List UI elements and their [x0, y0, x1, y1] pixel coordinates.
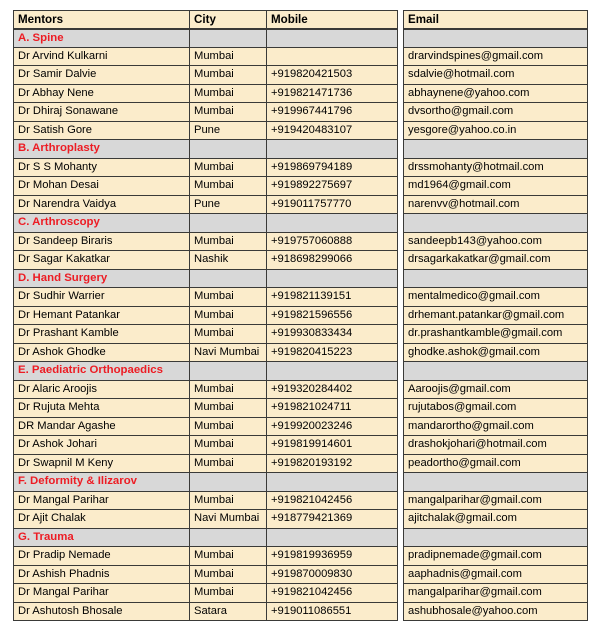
- section-cell-city: [190, 529, 267, 548]
- cell-email: pradipnemade@gmail.com: [403, 547, 588, 566]
- cell-mentor-name: Dr Sudhir Warrier: [13, 288, 190, 307]
- cell-city: Mumbai: [190, 177, 267, 196]
- column-header-email: Email: [403, 10, 588, 29]
- cell-city: Navi Mumbai: [190, 510, 267, 529]
- cell-email: drashokjohari@hotmail.com: [403, 436, 588, 455]
- cell-city: Satara: [190, 603, 267, 621]
- cell-email: ghodke.ashok@gmail.com: [403, 344, 588, 363]
- section-label: A. Spine: [13, 29, 190, 48]
- cell-email: mangalparihar@gmail.com: [403, 584, 588, 603]
- cell-mobile: +919420483107: [267, 122, 398, 141]
- cell-mentor-name: Dr Mangal Parihar: [13, 492, 190, 511]
- cell-email: drarvindspines@gmail.com: [403, 48, 588, 67]
- cell-mobile: [267, 48, 398, 67]
- cell-email: dr.prashantkamble@gmail.com: [403, 325, 588, 344]
- section-cell-mobile: [267, 529, 398, 548]
- section-header-row: [13, 270, 588, 289]
- cell-city: Mumbai: [190, 436, 267, 455]
- cell-email: sdalvie@hotmail.com: [403, 66, 588, 85]
- table-row: [13, 122, 588, 141]
- cell-city: Mumbai: [190, 233, 267, 252]
- table-row: [13, 381, 588, 400]
- table-header-row: [13, 10, 588, 29]
- cell-mentor-name: Dr Abhay Nene: [13, 85, 190, 104]
- table-row: [13, 566, 588, 585]
- column-header-city: City: [190, 10, 267, 29]
- cell-mentor-name: Dr Ashok Johari: [13, 436, 190, 455]
- section-label: D. Hand Surgery: [13, 270, 190, 289]
- cell-city: Mumbai: [190, 85, 267, 104]
- cell-city: Mumbai: [190, 455, 267, 474]
- section-cell-city: [190, 473, 267, 492]
- cell-mentor-name: Dr Ashok Ghodke: [13, 344, 190, 363]
- cell-mobile: +919821042456: [267, 584, 398, 603]
- cell-city: Mumbai: [190, 381, 267, 400]
- section-cell-mobile: [267, 140, 398, 159]
- cell-mobile: +918779421369: [267, 510, 398, 529]
- cell-mentor-name: Dr S S Mohanty: [13, 159, 190, 178]
- cell-email: drssmohanty@hotmail.com: [403, 159, 588, 178]
- cell-city: Mumbai: [190, 307, 267, 326]
- section-cell-city: [190, 362, 267, 381]
- cell-email: mandarortho@gmail.com: [403, 418, 588, 437]
- cell-mobile: +919819936959: [267, 547, 398, 566]
- table-row: [13, 177, 588, 196]
- cell-city: Mumbai: [190, 48, 267, 67]
- table-body: [13, 29, 588, 621]
- table-row: [13, 399, 588, 418]
- cell-mobile: +919821139151: [267, 288, 398, 307]
- table-row: [13, 436, 588, 455]
- table-row: [13, 159, 588, 178]
- table-row: [13, 418, 588, 437]
- cell-city: Mumbai: [190, 418, 267, 437]
- column-header-mobile: Mobile: [267, 10, 398, 29]
- cell-email: Aaroojis@gmail.com: [403, 381, 588, 400]
- cell-mobile: +919869794189: [267, 159, 398, 178]
- cell-mentor-name: Dr Sandeep Biraris: [13, 233, 190, 252]
- cell-mentor-name: Dr Mohan Desai: [13, 177, 190, 196]
- section-label: E. Paediatric Orthopaedics: [13, 362, 190, 381]
- cell-mobile: +919011086551: [267, 603, 398, 621]
- cell-mentor-name: Dr Alaric Aroojis: [13, 381, 190, 400]
- section-label: C. Arthroscopy: [13, 214, 190, 233]
- cell-email: mentalmedico@gmail.com: [403, 288, 588, 307]
- cell-email: dvsortho@gmail.com: [403, 103, 588, 122]
- section-header-row: [13, 529, 588, 548]
- cell-city: Mumbai: [190, 547, 267, 566]
- cell-mobile: +919967441796: [267, 103, 398, 122]
- section-cell-email: [403, 529, 588, 548]
- cell-mentor-name: Dr Rujuta Mehta: [13, 399, 190, 418]
- table-row: [13, 603, 588, 621]
- cell-mobile: +919820415223: [267, 344, 398, 363]
- table-row: [13, 344, 588, 363]
- cell-mentor-name: DR Mandar Agashe: [13, 418, 190, 437]
- cell-mentor-name: Dr Pradip Nemade: [13, 547, 190, 566]
- cell-city: Mumbai: [190, 492, 267, 511]
- mentors-table-container: [13, 10, 588, 621]
- section-cell-city: [190, 214, 267, 233]
- cell-mobile: +919920023246: [267, 418, 398, 437]
- cell-mentor-name: Dr Mangal Parihar: [13, 584, 190, 603]
- cell-mentor-name: Dr Prashant Kamble: [13, 325, 190, 344]
- table-row: [13, 455, 588, 474]
- section-header-row: [13, 362, 588, 381]
- table-row: [13, 492, 588, 511]
- cell-mentor-name: Dr Ashish Phadnis: [13, 566, 190, 585]
- section-cell-mobile: [267, 473, 398, 492]
- cell-mobile: +919757060888: [267, 233, 398, 252]
- section-cell-email: [403, 29, 588, 48]
- section-cell-mobile: [267, 270, 398, 289]
- cell-email: drsagarkakatkar@gmail.com: [403, 251, 588, 270]
- table-row: [13, 48, 588, 67]
- table-row: [13, 325, 588, 344]
- table-row: [13, 103, 588, 122]
- section-cell-mobile: [267, 29, 398, 48]
- table-row: [13, 196, 588, 215]
- cell-mentor-name: Dr Ajit Chalak: [13, 510, 190, 529]
- cell-mobile: +919821042456: [267, 492, 398, 511]
- cell-email: abhaynene@yahoo.com: [403, 85, 588, 104]
- table-header: [13, 10, 588, 29]
- cell-mentor-name: Dr Satish Gore: [13, 122, 190, 141]
- cell-email: sandeepb143@yahoo.com: [403, 233, 588, 252]
- table-row: [13, 251, 588, 270]
- cell-city: Mumbai: [190, 159, 267, 178]
- section-cell-city: [190, 270, 267, 289]
- cell-city: Mumbai: [190, 399, 267, 418]
- table-row: [13, 66, 588, 85]
- cell-mobile: +919821596556: [267, 307, 398, 326]
- table-row: [13, 510, 588, 529]
- section-header-row: [13, 29, 588, 48]
- section-header-row: [13, 214, 588, 233]
- cell-city: Navi Mumbai: [190, 344, 267, 363]
- cell-email: aaphadnis@gmail.com: [403, 566, 588, 585]
- cell-mobile: +919011757770: [267, 196, 398, 215]
- cell-email: md1964@gmail.com: [403, 177, 588, 196]
- table-row: [13, 307, 588, 326]
- section-cell-mobile: [267, 362, 398, 381]
- cell-city: Mumbai: [190, 103, 267, 122]
- section-cell-mobile: [267, 214, 398, 233]
- section-label: G. Trauma: [13, 529, 190, 548]
- cell-email: rujutabos@gmail.com: [403, 399, 588, 418]
- cell-email: peadortho@gmail.com: [403, 455, 588, 474]
- cell-mentor-name: Dr Swapnil M Keny: [13, 455, 190, 474]
- cell-mobile: +918698299066: [267, 251, 398, 270]
- section-cell-email: [403, 473, 588, 492]
- cell-mentor-name: Dr Ashutosh Bhosale: [13, 603, 190, 621]
- cell-mentor-name: Dr Sagar Kakatkar: [13, 251, 190, 270]
- section-cell-city: [190, 140, 267, 159]
- table-row: [13, 547, 588, 566]
- cell-email: ashubhosale@yahoo.com: [403, 603, 588, 621]
- cell-mobile: +919821024711: [267, 399, 398, 418]
- cell-mentor-name: Dr Hemant Patankar: [13, 307, 190, 326]
- section-cell-city: [190, 29, 267, 48]
- section-cell-email: [403, 214, 588, 233]
- cell-mentor-name: Dr Narendra Vaidya: [13, 196, 190, 215]
- section-header-row: [13, 473, 588, 492]
- cell-mobile: +919819914601: [267, 436, 398, 455]
- cell-mobile: +919930833434: [267, 325, 398, 344]
- table-row: [13, 85, 588, 104]
- column-header-mentors: Mentors: [13, 10, 190, 29]
- cell-mobile: +919870009830: [267, 566, 398, 585]
- cell-city: Pune: [190, 122, 267, 141]
- cell-email: ajitchalak@gmail.com: [403, 510, 588, 529]
- cell-city: Mumbai: [190, 566, 267, 585]
- mentors-table: [13, 10, 588, 621]
- cell-city: Nashik: [190, 251, 267, 270]
- cell-email: narenvv@hotmail.com: [403, 196, 588, 215]
- cell-city: Mumbai: [190, 66, 267, 85]
- cell-email: yesgore@yahoo.co.in: [403, 122, 588, 141]
- cell-city: Pune: [190, 196, 267, 215]
- cell-mobile: +919820421503: [267, 66, 398, 85]
- cell-city: Mumbai: [190, 584, 267, 603]
- table-row: [13, 288, 588, 307]
- section-label: F. Deformity & Ilizarov: [13, 473, 190, 492]
- table-row: [13, 233, 588, 252]
- section-cell-email: [403, 362, 588, 381]
- cell-city: Mumbai: [190, 325, 267, 344]
- cell-mentor-name: Dr Dhiraj Sonawane: [13, 103, 190, 122]
- section-cell-email: [403, 270, 588, 289]
- cell-city: Mumbai: [190, 288, 267, 307]
- section-cell-email: [403, 140, 588, 159]
- cell-mentor-name: Dr Arvind Kulkarni: [13, 48, 190, 67]
- table-row: [13, 584, 588, 603]
- section-header-row: [13, 140, 588, 159]
- cell-mobile: +919820193192: [267, 455, 398, 474]
- cell-email: drhemant.patankar@gmail.com: [403, 307, 588, 326]
- cell-mobile: +919320284402: [267, 381, 398, 400]
- cell-mobile: +919821471736: [267, 85, 398, 104]
- section-label: B. Arthroplasty: [13, 140, 190, 159]
- cell-email: mangalparihar@gmail.com: [403, 492, 588, 511]
- cell-mentor-name: Dr Samir Dalvie: [13, 66, 190, 85]
- cell-mobile: +919892275697: [267, 177, 398, 196]
